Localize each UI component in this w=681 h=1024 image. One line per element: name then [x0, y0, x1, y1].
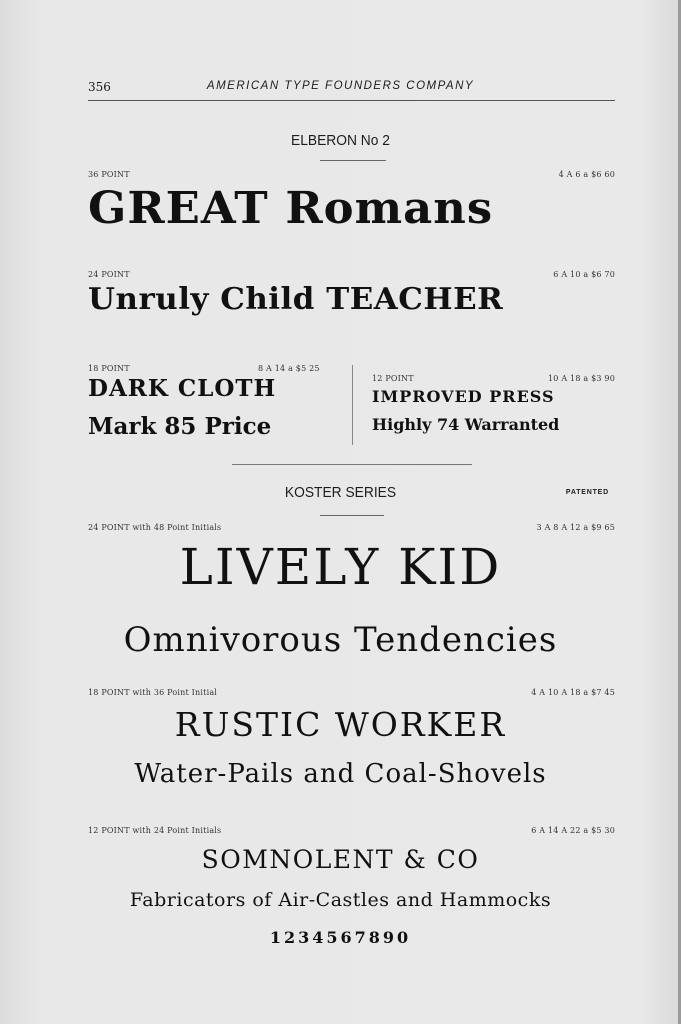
specimen-18-line1: DARK CLOTH	[88, 375, 277, 402]
specimen-24: Unruly Child TEACHER	[88, 282, 504, 317]
section-title-elberon: ELBERON No 2	[291, 132, 390, 149]
price-label-36: 4 A 6 a $6 60	[558, 170, 615, 179]
section-title-koster: KOSTER SERIES	[284, 484, 397, 501]
specimen-12-line2: Highly 74 Warranted	[372, 415, 560, 434]
size-label-k12: 12 POINT with 24 Point Initials	[88, 826, 222, 835]
specimen-18-line2: Mark 85 Price	[88, 413, 272, 440]
size-label-18: 18 POINT	[88, 364, 130, 373]
section-divider	[232, 464, 472, 465]
patented-label: PATENTED	[565, 489, 609, 496]
specimen-k24-line1: LIVELY KID	[179, 538, 502, 596]
price-label-k24: 3 A 8 A 12 a $9 65	[536, 523, 615, 532]
size-label-k18: 18 POINT with 36 Point Initial	[88, 688, 218, 697]
price-label-12: 10 A 18 a $3 90	[548, 374, 615, 383]
header-rule	[88, 100, 615, 101]
size-label-24: 24 POINT	[88, 270, 130, 279]
size-label-12: 12 POINT	[372, 374, 414, 383]
running-header: AMERICAN TYPE FOUNDERS COMPANY	[206, 80, 475, 92]
specimen-36: GREAT Romans	[88, 183, 494, 234]
specimen-k24-line2: Omnivorous Tendencies	[123, 620, 558, 660]
specimen-k12-line2: Fabricators of Air-Castles and Hammocks	[129, 889, 552, 911]
size-label-36: 36 POINT	[88, 170, 130, 179]
price-label-24: 6 A 10 a $6 70	[553, 270, 615, 279]
price-label-k12: 6 A 14 A 22 a $5 30	[531, 826, 615, 835]
page-number: 356	[88, 80, 111, 94]
price-label-18: 8 A 14 a $5 25	[258, 364, 320, 373]
ornament-rule	[320, 515, 384, 516]
specimen-k18-line2: Water-Pails and Coal-Shovels	[134, 759, 547, 789]
specimen-12-line1: IMPROVED PRESS	[372, 387, 555, 406]
ornament-rule	[320, 160, 386, 161]
specimen-k12-figures: 1234567890	[269, 928, 412, 947]
price-label-k18: 4 A 10 A 18 a $7 45	[531, 688, 615, 697]
specimen-k12-line1: SOMNOLENT & CO	[201, 845, 480, 874]
specimen-k18-line1: RUSTIC WORKER	[174, 705, 507, 744]
column-divider	[352, 365, 353, 445]
size-label-k24: 24 POINT with 48 Point Initials	[88, 523, 222, 532]
